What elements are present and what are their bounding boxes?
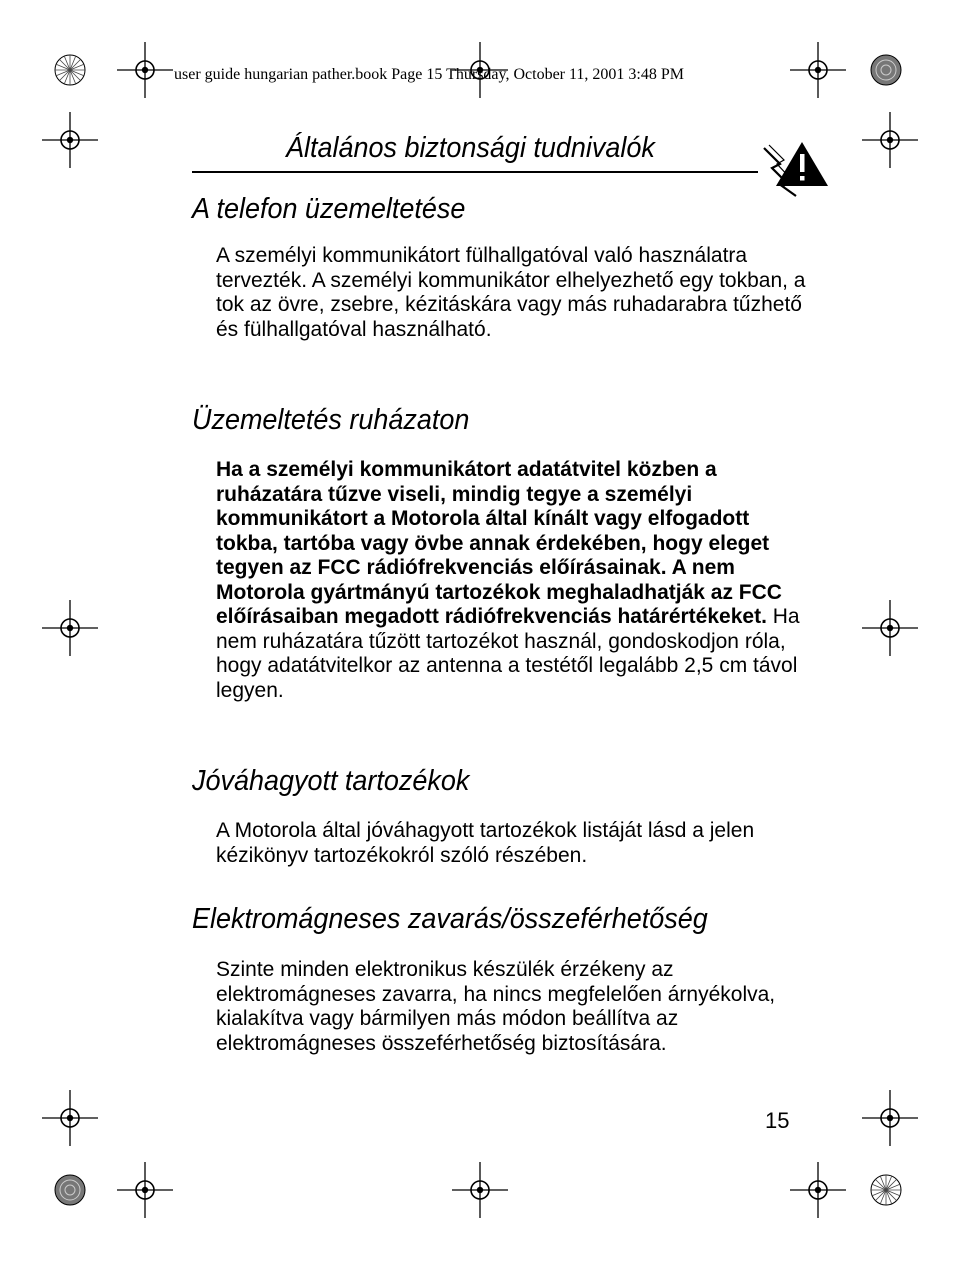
print-header: user guide hungarian pather.book Page 15 Thursday, October 11, 2001 3:48 PM [174,66,684,83]
section-heading-telefon-uzemeltetese: A telefon üzemeltetése [192,193,466,225]
chapter-title: Általános biztonsági tudnivalók [286,132,655,164]
section-paragraph-jovahagyott-tartozekok: A Motorola által jóváhagyott tartozékok listáját lásd a jelen kézikönyv tartozékokról szóló részében. [216,819,755,867]
warning-lightning-icon [758,136,830,198]
normal-text: Ha nem ruházatára tűzött tartozékot használ, gondoskodjon róla, hogy adatátvitelkor az antenna a testétől legalább 2,5 cm távol legyen. [216,605,800,702]
section-paragraph-telefon-uzemeltetese: A személyi kommunikátort fülhallgatóval való használatra tervezték. A személyi kommunikátor elhelyezhető egy tokban, a tok az övre, zsebre, kézitáskára vagy más ruhadarabra tűzhető és fülhallgatóval használható. [216,244,806,341]
section-paragraph-uzemeltetes-ruhazaton [216,458,816,703]
bold-warning-text: Ha a személyi kommunikátort adatátvitel közben a ruházatára tűzve viseli, mindig tegye a személyi kommunikátort a Motorola által kínált vagy elfogadott tokba, tartóba vagy övbe annak érdekében, hogy eleget tegyen az FCC rádiófrekvenciás előírásainak. A nem Motorola gyártmányú tartozékok meghaladhatják az FCC előírásaiban megadott rádiófrekvenciás határértékeket. [216,458,782,628]
page-number: 15 [765,1108,790,1133]
section-heading-jovahagyott-tartozekok: Jóváhagyott tartozékok [192,765,470,797]
section-paragraph-elektromagneses-zavaras: Szinte minden elektronikus készülék érzékeny az elektromágneses zavarra, ha nincs megfelelően árnyékolva, kialakítva vagy bármilyen más módon beállítva az elektromágneses összeférhetőség biztosítására. [216,958,776,1055]
section-heading-elektromagneses-zavaras: Elektromágneses zavarás/összeférhetőség [192,903,708,935]
section-heading-uzemeltetes-ruhazaton: Üzemeltetés ruházaton [192,404,470,436]
chapter-rule [192,171,758,173]
